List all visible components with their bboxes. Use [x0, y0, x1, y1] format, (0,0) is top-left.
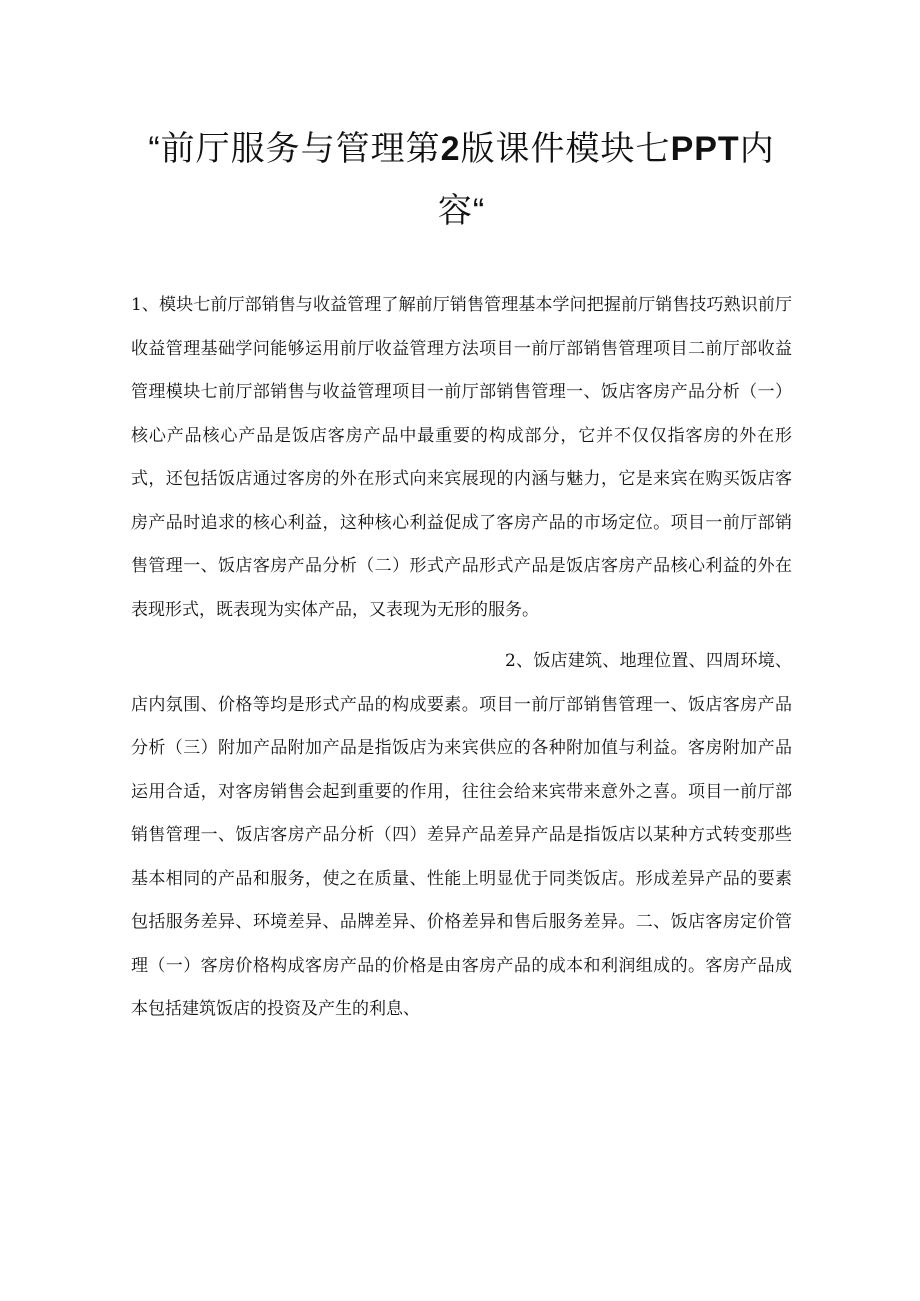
- paragraph-1: 1、模块七前厅部销售与收益管理了解前厅销售管理基本学问把握前厅销售技巧熟识前厅收益管理基础学问能够运用前厅收益管理方法项目一前厅部销售管理项目二前厅部收益管理模块七前厅部销售与收益管理项目一前厅部销售管理一、饭店客房产品分析（一）核心产品核心产品是饭店客房产品中最重要的构成部分，它并不仅仅指客房的外在形式，还包括饭店通过客房的外在形式向来宾展现的内涵与魅力，它是来宾在购买饭店客房产品时追求的核心利益，这种核心利益促成了客房产品的市场定位。项目一前厅部销售管理一、饭店客房产品分析（二）形式产品形式产品是饭店客房产品核心利益的外在表现形式，既表现为实体产品，又表现为无形的服务。: [131, 295, 792, 620]
- document-body: [131, 284, 792, 1032]
- document-title: “前厅服务与管理第2版课件模块七PPT内容“: [148, 130, 775, 230]
- paragraph-2: 2、饭店建筑、地理位置、四周环境、店内氛围、价格等均是形式产品的构成要素。项目一前厅部销售管理一、饭店客房产品分析（三）附加产品附加产品是指饭店为来宾供应的各种附加值与利益。客房附加产品运用合适，对客房销售会起到重要的作用，往往会给来宾带来意外之喜。项目一前厅部销售管理一、饭店客房产品分析（四）差异产品差异产品是指饭店以某种方式转变那些基本相同的产品和服务，使之在质量、性能上明显优于同类饭店。形成差异产品的要素包括服务差异、环境差异、品牌差异、价格差异和售后服务差异。二、饭店客房定价管理（一）客房价格构成客房产品的价格是由客房产品的成本和利润组成的。客房产品成本包括建筑饭店的投资及产生的利息、: [131, 651, 792, 1019]
